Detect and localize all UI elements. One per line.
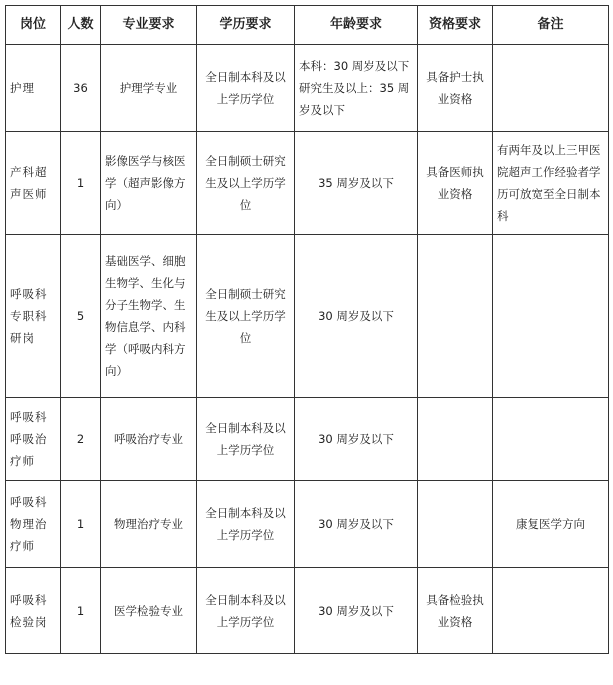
header-education: 学历要求 [197,6,295,45]
major-cell: 物理治疗专业 [101,481,197,568]
age-cell: 30 周岁及以下 [295,481,418,568]
note-cell [493,568,609,654]
table-row [6,45,609,132]
qualification-cell: 具备护士执业资格 [418,45,493,132]
age-cell: 30 周岁及以下 [295,568,418,654]
header-position: 岗位 [6,6,61,45]
major-cell: 呼吸治疗专业 [101,398,197,481]
header-count: 人数 [61,6,101,45]
count-cell: 5 [61,235,101,398]
header-age: 年龄要求 [295,6,418,45]
table-row [6,398,609,481]
header-row [6,6,609,45]
position-cell: 呼吸科专职科研岗 [6,235,61,398]
note-cell [493,45,609,132]
major-cell: 护理学专业 [101,45,197,132]
position-cell: 护理 [6,45,61,132]
qualification-cell [418,235,493,398]
age-cell: 30 周岁及以下 [295,235,418,398]
qualification-cell: 具备检验执业资格 [418,568,493,654]
note-cell [493,235,609,398]
position-cell: 呼吸科检验岗 [6,568,61,654]
major-cell: 基础医学、细胞生物学、生化与分子生物学、生物信息学、内科学（呼吸内科方向） [101,235,197,398]
education-cell: 全日制本科及以上学历学位 [197,481,295,568]
age-cell: 30 周岁及以下 [295,398,418,481]
table-row [6,132,609,235]
note-cell [493,398,609,481]
education-cell: 全日制本科及以上学历学位 [197,398,295,481]
header-note: 备注 [493,6,609,45]
qualification-cell: 具备医师执业资格 [418,132,493,235]
major-cell: 影像医学与核医学（超声影像方向） [101,132,197,235]
major-cell: 医学检验专业 [101,568,197,654]
table-row [6,568,609,654]
age-cell: 本科：30 周岁及以下研究生及以上：35 周岁及以下 [295,45,418,132]
count-cell: 1 [61,132,101,235]
table-row [6,481,609,568]
count-cell: 36 [61,45,101,132]
recruitment-table [5,5,609,654]
position-cell: 产科超声医师 [6,132,61,235]
count-cell: 1 [61,568,101,654]
header-major: 专业要求 [101,6,197,45]
education-cell: 全日制本科及以上学历学位 [197,568,295,654]
position-cell: 呼吸科物理治疗师 [6,481,61,568]
age-cell: 35 周岁及以下 [295,132,418,235]
qualification-cell [418,398,493,481]
table-row [6,235,609,398]
count-cell: 2 [61,398,101,481]
count-cell: 1 [61,481,101,568]
note-cell: 有两年及以上三甲医院超声工作经验者学历可放宽至全日制本科 [493,132,609,235]
education-cell: 全日制本科及以上学历学位 [197,45,295,132]
qualification-cell [418,481,493,568]
header-qualification: 资格要求 [418,6,493,45]
note-cell: 康复医学方向 [493,481,609,568]
education-cell: 全日制硕士研究生及以上学历学位 [197,235,295,398]
position-cell: 呼吸科呼吸治疗师 [6,398,61,481]
education-cell: 全日制硕士研究生及以上学历学位 [197,132,295,235]
